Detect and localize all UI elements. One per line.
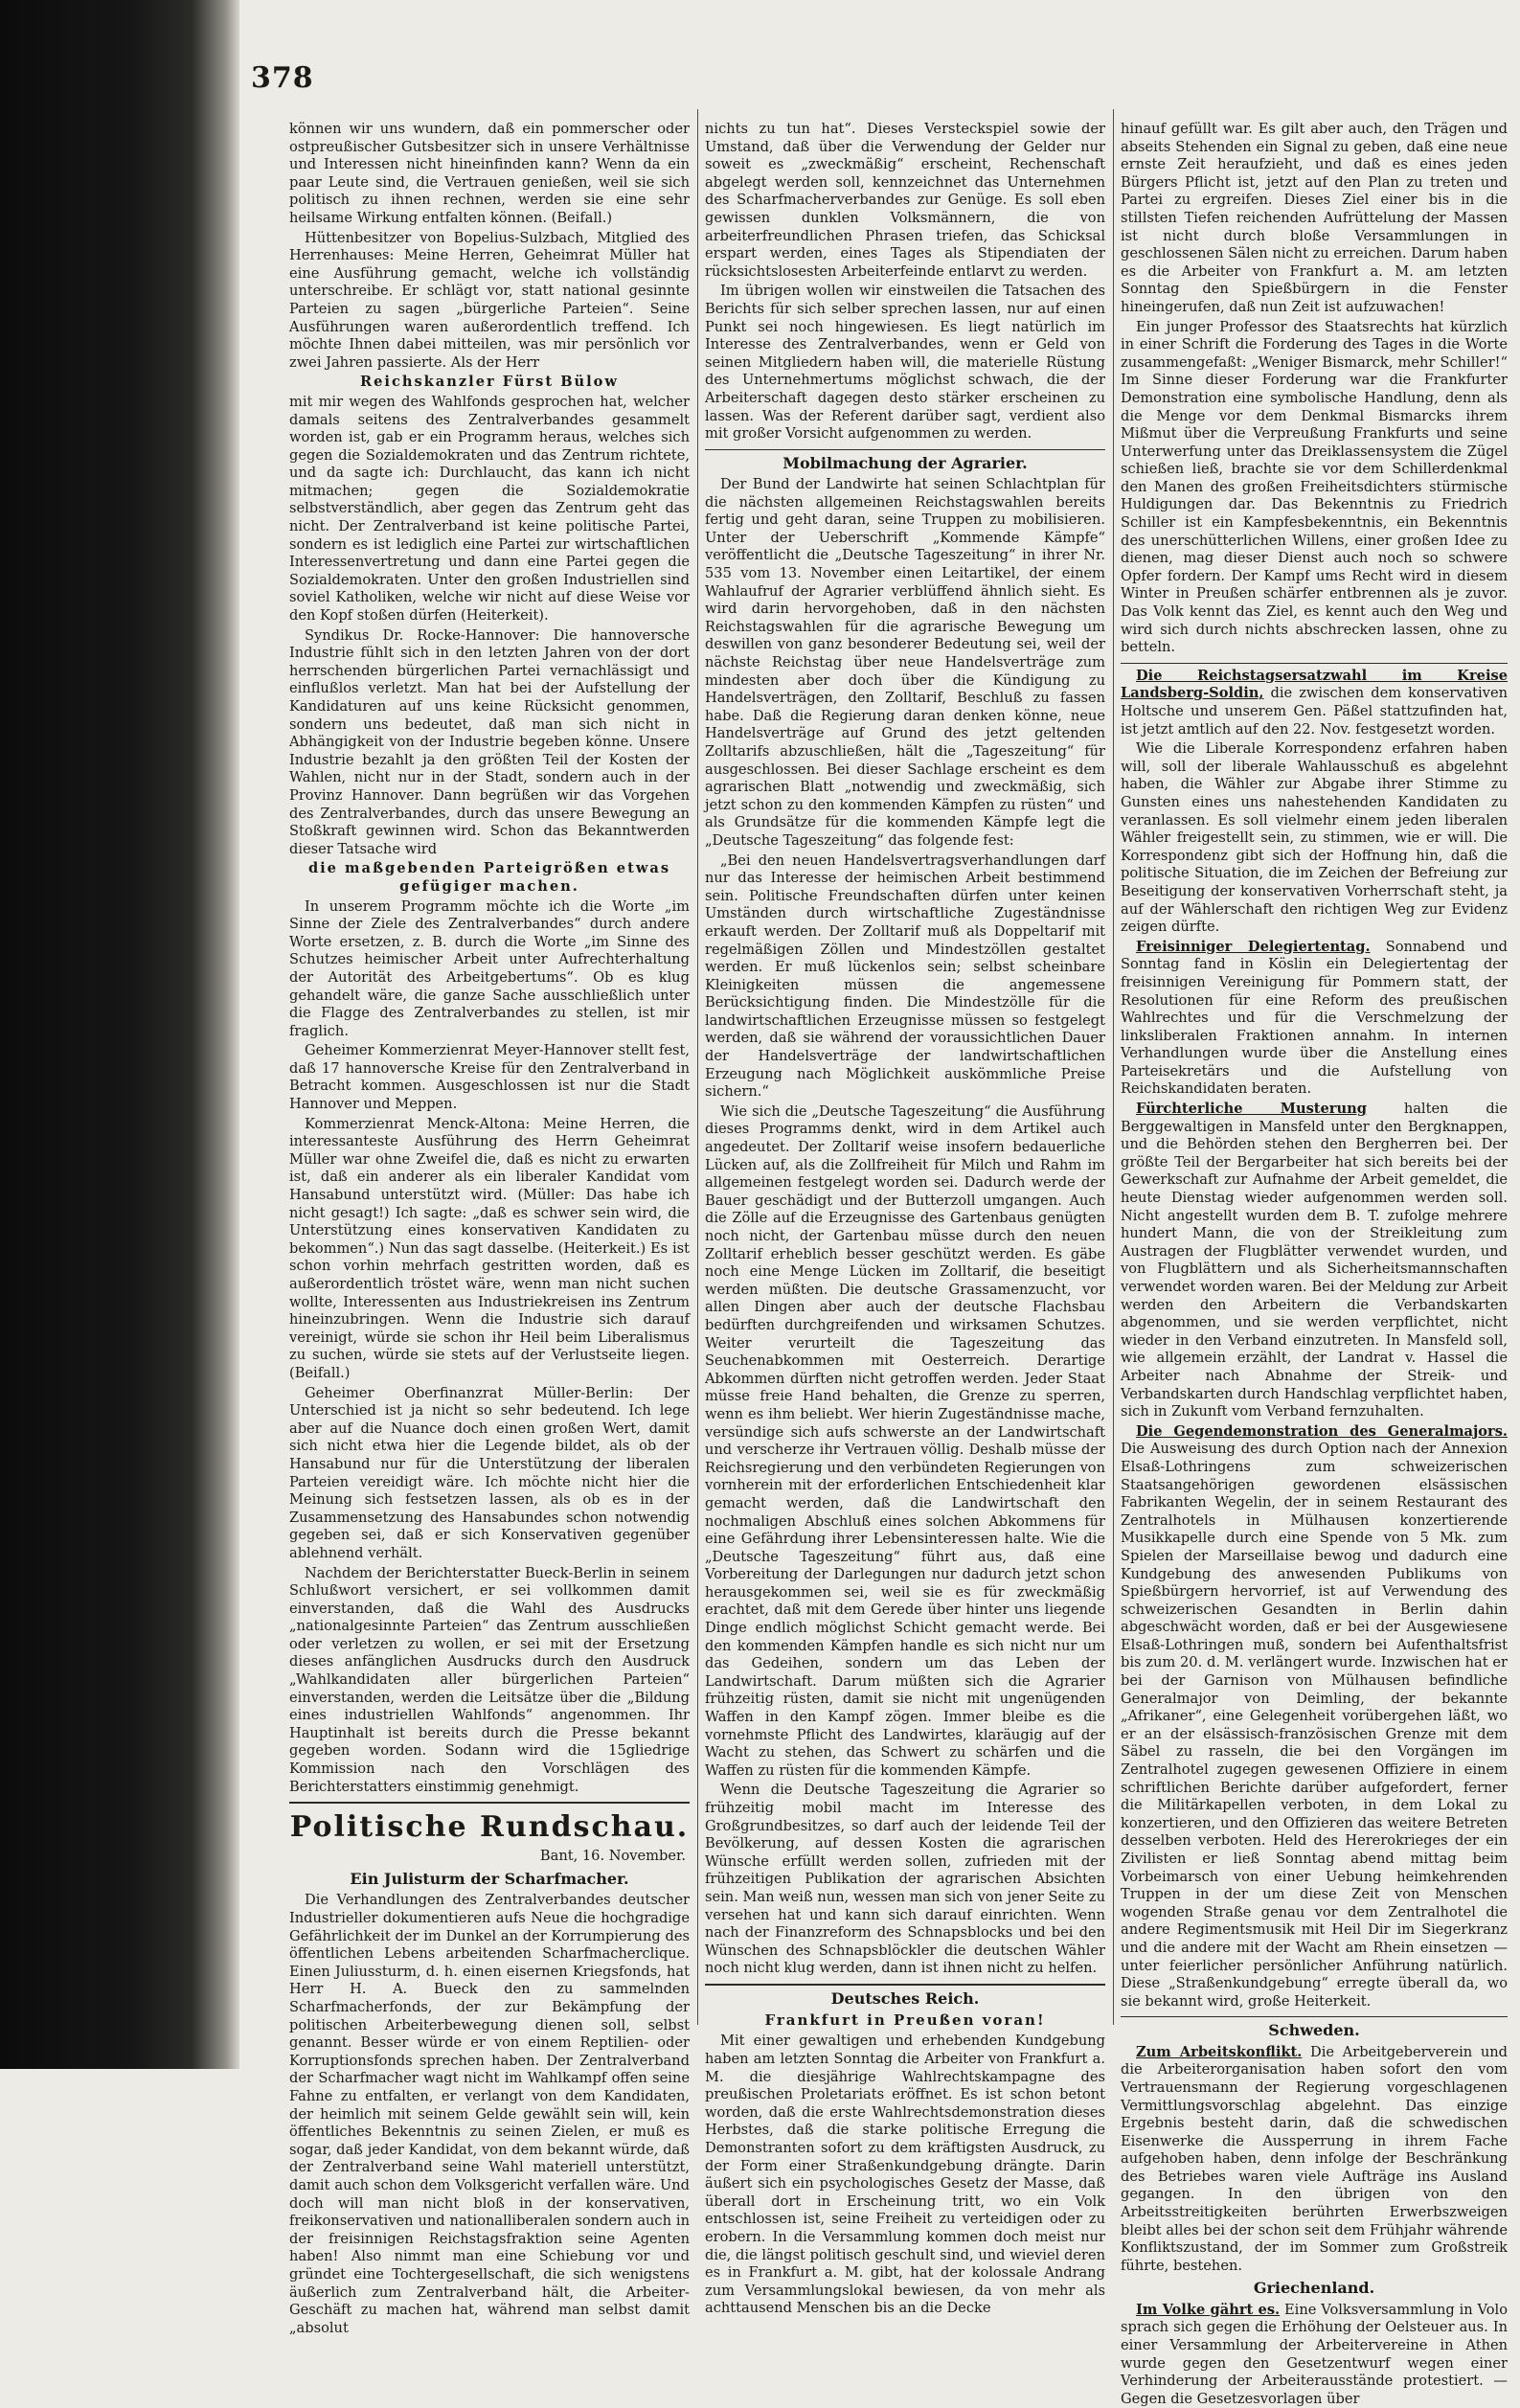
news-item xyxy=(1121,1423,1508,2011)
news-item-head: Zum Arbeitskonflikt. xyxy=(1136,2043,1303,2060)
news-item xyxy=(1121,1101,1508,1421)
section-divider xyxy=(289,1802,690,1804)
news-item-head: Die Gegendemonstration des Generalmajors. xyxy=(1136,1422,1508,1440)
paragraph: Im übrigen wollen wir einstweilen die Tatsachen des Berichts für sich selber sprechen lassen, nur auf einen Punkt sei noch hingewiesen. Es liegt natürlich im Interesse des Zentralverbandes, wenn er Geld von seinen Mitgliedern haben will, die materielle Rüstung des Unternehmertums möglichst schwach, die der Arbeiterschaft dagegen desto stärker erscheinen zu lassen. Was der Referent darüber sagt, verdient also mit großer Vorsicht aufgenommen zu werden. xyxy=(705,283,1105,443)
scan-dark-margin xyxy=(0,0,239,2069)
article-title: Mobilmachung der Agrarier. xyxy=(783,453,1028,472)
news-item-text: Die Arbeitgeberverein und die Arbeiterorganisation haben sofort den vom Vertrauensmann der Regierung vorgeschlagenen Vermittlungsvorschlag abgelehnt. Das einzige Ergebnis besteht darin, daß die schwedischen Eisenwerke die Aussperrung in ihrem Fache aufgehoben haben, denn infolge der Beschränkung des Betriebes waren viele Aufträge ins Ausland gegangen. In den übrigen von den Arbeitsstreitigkeiten berührten Erwerbszweigen bleibt alles bei der schon seit dem Frühjahr währende Konfliktszustand, der im Sommer zum Großstreik führte, bestehen. xyxy=(1121,2043,1508,2274)
emphasis-line: die maßgebenden Parteigrößen etwas gefügiger machen. xyxy=(307,860,671,895)
news-item xyxy=(1121,668,1508,738)
paragraph: In unserem Programm möchte ich die Worte „im Sinne der Ziele des Zentralverbandes“ durch andere Worte ersetzen, z. B. durch die Worte „im Sinne des Schutzes heimischer Arbeit unter Aufrechterhaltung der Autorität des Arbeitgebertums“. Ob es klug gehandelt wäre, die ganze Sache ausschließlich unter die Flagge des Zentralverbandes zu stellen, ist mir fraglich. xyxy=(289,897,690,1039)
news-item-text: Eine Volksversammlung in Volo sprach sich gegen die Erhöhung der Oelsteuer aus. In einer Versammlung der Arbeitervereine in Athen wurde gegen den Gesetzentwurf wegen einer Verhinderung der Arbeiterausstände protestiert. — Gegen die Gesetzesvorlagen über xyxy=(1121,2301,1508,2407)
paragraph: können wir uns wundern, daß ein pommerscher oder ostpreußischer Gutsbesitzer sich in unsere Verhältnisse und Interessen nicht hineinfinden kann? Wenn da ein paar Leute sind, die Vertrauen genießen, weil sie sich politisch zu ihnen rechnen, werden sie eine sehr heilsame Wirkung entfalten können. (Beifall.) xyxy=(289,121,690,226)
article-title: Ein Julisturm der Scharfmacher. xyxy=(350,1870,629,1889)
article-title: Frankfurt in Preußen voran! xyxy=(764,2011,1046,2030)
section-divider xyxy=(705,1984,1105,1986)
column-1 xyxy=(289,121,690,2336)
paragraph: Wie die Liberale Korrespondenz erfahren haben will, soll der liberale Wahlausschuß es abgelehnt haben, die Wähler zur Abgabe ihrer Stimme zu Gunsten eines uns nahestehenden Kandidaten zu veranlassen. Es soll vielmehr einem jeden liberalen Wähler freigestellt sein, zu stimmen, wie er will. Die Korrespondenz gibt sich der Hoffnung hin, daß die politische Situation, die im Zeichen der Befreiung zur Beseitigung der konservativen Vorherrschaft steht, ja auf der Wählerschaft den richtigen Weg zur Evidenz zeigen dürfte. xyxy=(1121,740,1508,936)
paragraph: Geheimer Kommerzienrat Meyer-Hannover stellt fest, daß 17 hannoversche Kreise für den Zentralverband in Betracht kommen. Ausgeschlossen ist nur die Stadt Hannover und Meppen. xyxy=(289,1042,690,1113)
paragraph: Ein junger Professor des Staatsrechts hat kürzlich in einer Schrift die Forderung des Tages in die Worte zusammengefaßt: „Weniger Bismarck, mehr Schiller!“ Im Sinne dieser Forderung war die Frankfurter Demonstration eine symbolische Handlung, denn als die Menge vor dem Denkmal Bismarcks ihrem Mißmut über die Verpreußung Frankfurts und seine Unterwerfung unter das Dreiklassensystem die Zügel schießen ließ, brachte sie vor dem Schillerdenkmal den Manen des großen Freiheitsdichters stürmische Huldigungen dar. Das Bekenntnis zu Friedrich Schiller ist ein Kampfesbekenntnis, ein Bekenntnis des unerschütterlichen Willens, einer großen Idee zu dienen, mag dieser Dienst auch noch so schwere Opfer fordern. Der Kampf ums Recht wird in diesem Winter in Preußen schärfer entbrennen als je zuvor. Das Volk kennt das Ziel, es kennt auch den Weg und wird sich durch nichts abschrecken lassen, ohne zu betteln. xyxy=(1121,318,1508,656)
paragraph: Geheimer Oberfinanzrat Müller-Berlin: Der Unterschied ist ja nicht so sehr bedeutend. Ich lege aber auf die Nuance doch einen großen Wert, damit sich nicht etwa hier die Legende bildet, als ob der Hansabund nur für die Unterstützung der liberalen Parteien vereidigt wäre. Ich möchte nicht hier die Meinung sich festsetzen lassen, als ob es in der Zusammensetzung des Hansabundes schon notwendig gegeben sei, daß er sich Konservativen gegenüber ablehnend verhält. xyxy=(289,1384,690,1561)
column-3 xyxy=(1121,121,1509,2407)
news-item-head: Fürchterliche Musterung xyxy=(1136,1101,1367,1118)
news-item xyxy=(1121,2302,1508,2408)
paragraph: Der Bund der Landwirte hat seinen Schlachtplan für die nächsten allgemeinen Reichstagswahlen bereits fertig und geht daran, seine Truppen zu mobilisieren. Unter der Ueberschrift „Kommende Kämpfe“ veröffentlicht die „Deutsche Tageszeitung“ in ihrer Nr. 535 vom 13. November einen Leitartikel, der einem Wahlaufruf der Agrarier verblüffend ähnlich sieht. Es wird darin hervorgehoben, daß in den nächsten Reichstagswahlen für die agrarische Bewegung um deswillen von ganz besonderer Bedeutung sei, weil der nächste Reichstag über neue Handelsverträge zum mindesten aber doch über die Kündigung zu Handelsverträgen, den Zolltarif, Beschluß zu fassen habe. Daß die Regierung daran denken könne, neue Handelsverträge auf Grund des jetzt geltenden Zolltarifs abzuschließen, hält die „Tageszeitung“ für ausgeschlossen. Bei dieser Sachlage erscheint es dem agrarischen Blatt „notwendig und zweckmäßig, sich jetzt schon zu den kommenden Kämpfen zu rüsten“ und als Grundsätze für die kommenden Kämpfe legt die „Deutsche Tageszeitung“ das folgende fest: xyxy=(705,476,1105,849)
paragraph: Syndikus Dr. Rocke-Hannover: Die hannoversche Industrie fühlt sich in den letzten Jahren von der dort herrschenden bürgerlichen Partei vernachlässigt und einflußlos verletzt. Man hat bei der Aufstellung der Kandidaturen auf uns keine Rücksicht genommen, sondern uns bedeutet, daß man sich nicht in Abhängigkeit von der Industrie begeben könne. Unsere Industrie bezahlt ja den größten Teil der Kosten der Wahlen, nicht nur in der Stadt, sondern auch in der Provinz Hannover. Dann begrüßen wir das Vorgehen des Zentralverbandes, durch das unsere Bewegung an Stoßkraft gewinnen wird. Schon das Bekanntwerden dieser Tatsache wird xyxy=(289,626,690,857)
paragraph: Nachdem der Berichterstatter Bueck-Berlin in seinem Schlußwort versichert, er sei vollkommen damit einverstanden, daß die Wahl des Ausdrucks „nationalgesinnte Parteien“ das Zentrum ausschließen oder verletzen zu wollen, er sei mit der Ersetzung dieses anfänglichen Ausdrucks durch den Ausdruck „Wahlkandidaten aller bürgerlichen Parteien“ einverstanden, werden die Leitsätze über die „Bildung eines industriellen Wahlfonds“ angenommen. Ihr Hauptinhalt ist bereits durch die Presse bekannt gegeben worden. Sodann wird die 15gliedrige Kommission nach den Vorschlägen des Berichterstatters einstimmig genehmigt. xyxy=(289,1564,690,1795)
paragraph: Die Verhandlungen des Zentralverbandes deutscher Industrieller dokumentieren aufs Neue die hochgradige Gefährlichkeit der im Dunkel an der Korrumpierung des öffentlichen Lebens arbeitenden Scharfmacherclique. Einen Juliussturm, d. h. einen eisernen Kriegsfonds, hat Herr H. A. Bueck den zu sammelnden Scharfmacherfonds, der zur Bekämpfung der politischen Arbeiterbewegung dienen soll, selbst genannt. Besser würde er von einem Reptilien- oder Korruptionsfonds sprechen haben. Der Zentralverband der Scharfmacher wagt nicht im Wahlkampf offen seine Fahne zu entfalten, er verlangt von dem Kandidaten, der heimlich mit seinem Gelde gewählt sein will, kein öffentliches Bekenntnis zu seinen Zielen, er muß es sogar, daß jeder Kandidat, von dem bekannt würde, daß der Zentralverband seine Wahl materiell unterstützt, damit auch schon dem Volksgericht verfallen wäre. Und doch will man nicht bloß in der konservativen, freikonservativen und nationalliberalen sondern auch in der freisinnigen Reichstagsfraktion seine Agenten haben! Also nimmt man eine Schiebung vor und gründet eine Tochtergesellschaft, die sich wenigstens äußerlich zum Zentralverband hält, die Arbeiter-Geschäft zu machen hat, während man selbst damit „absolut xyxy=(289,1892,690,2336)
column-2 xyxy=(705,121,1105,2317)
news-item-text: Die Ausweisung des durch Option nach der Annexion Elsaß-Lothringens zum schweizerischen Staatsangehörigen gewordenen elsässischen Fabrikanten Wegelin, der in seinem Restaurant des Zentralhotels in Mülhausen konzertierende Musikkapelle durch eine Spende von 5 Mk. zum Spielen der Marseillaise bewog und dadurch eine Kundgebung des anwesenden Publikums von Spießbürgern hervorrief, ist auf Verwendung des schweizerischen Gesandten in Berlin dahin abgeschwächt worden, daß er bei der Ausgewiesene Elsaß-Lothringen muß, sondern bei Aufenthaltsfrist bis zum 20. d. M. verlängert wurde. Inzwischen hat er bei der Garnison von Mülhausen befindliche Generalmajor von Deimling, der bekannte „Afrikaner“, eine Gelegenheit vorübergehen läßt, wo er an der elsässisch-französischen Grenze mit dem Säbel zu rasseln, die bei den Vorgängen im Zentralhotel zugegen gewesenen Offiziere in einem schriftlichen Berichte darüber aufgefordert, ferner die Militärkapellen verboten, in dem Lokal zu konzertieren, und den Offizieren das weitere Betreten desselben verboten. Held des Hererokrieges der ein Zivilisten er ließ Sonntag abend mittag beim Vorbeimarsch von einer Uebung heimkehrenden Truppen in der um diese Zeit von Menschen wogenden Straße genau vor dem Zentralhotel die andere Regimentsmusik mit Heil Dir im Siegerkranz und die andere mit der Wacht am Rhein einsetzen — unter feierlicher persönlicher Anführung natürlich. Diese „Straßenkundgebung“ erregte überall da, wo sie bekannt wird, große Heiterkeit. xyxy=(1121,1441,1508,2010)
section-divider xyxy=(1121,2016,1508,2017)
article-divider xyxy=(705,449,1105,450)
news-item-text: halten die Berggewaltigen in Mansfeld unter den Bergknappen, und die Behörden stehen den Bergherren bei. Der größte Teil der Bergarbeiter hat sich bereits bei der Gewerkschaft zur Aufnahme der Arbeit gemeldet, die heute Dienstag wieder aufgenommen werden soll. Nicht angestellt wurden dem B. T. zufolge mehrere hundert Mann, die von der Streikleitung zum Austragen der Flugblätter verwendet wurden, und von Flugblättern und als Sicherheitsmannschaften verwendet worden waren. Bei der Meldung zur Arbeit werden den Arbeitern die Verbandskarten abgenommen, und sie werden verpflichtet, nicht wieder in den Verband einzutreten. In Mansfeld soll, wie allgemein erzählt, der Landrat v. Hassel die Arbeiter nach Abnahme der Streik- und Verbandskarten durch Handschlag verpflichtet haben, sich in Zukunft vom Verband fernzuhalten. xyxy=(1121,1101,1509,1420)
paragraph: nichts zu tun hat“. Dieses Versteckspiel sowie der Umstand, daß über die Verwendung der Gelder nur soweit es „zweckmäßig“ erscheint, Rechenschaft abgelegt werden soll, kennzeichnet das Unternehmen des Scharfmacherverbandes zur Genüge. Es soll eben gewissen dunklen Volksmännern, die von arbeiterfreundlichen Phrasen triefen, das Schicksal erspart werden, eines Tages als Stipendiaten der rücksichtslosesten Arbeiterfeinde entlarvt zu werden. xyxy=(705,121,1105,280)
news-item xyxy=(1121,939,1508,1099)
section-heading: Griechenland. xyxy=(1253,2279,1375,2298)
news-item-head: Freisinniger Delegiertentag. xyxy=(1136,938,1371,955)
paragraph: hinauf gefüllt war. Es gilt aber auch, den Trägen und abseits Stehenden ein Signal zu geben, daß eine neue ernste Zeit heraufzieht, und daß es eines jeden Bürgers Pflicht ist, jetzt auf den Plan zu treten und Partei zu ergreifen. Dieses Ziel einer bis in die stillsten Tiefen reichenden Aufrüttelung der Massen ist nicht durch bloße Versammlungen in geschlossenen Sälen nicht zu erreichen. Darum haben es die Arbeiter von Frankfurt a. M. am letzten Sonntag den Spießbürgern in die Fenster hineingerufen, daß nun Zeit ist aufzuwachen! xyxy=(1121,121,1508,315)
section-title: Politische Rundschau. xyxy=(289,1810,690,1845)
page-number: 378 xyxy=(251,61,314,95)
news-item xyxy=(1121,2044,1508,2276)
news-item-head: Im Volke gährt es. xyxy=(1136,2301,1281,2318)
news-item-head: Die Reichstagsersatzwahl im Kreise Landsberg-Soldin, xyxy=(1121,667,1508,702)
column-rule-1 xyxy=(697,109,698,2025)
news-item-text: die zwischen dem konservativen Holtsche und unserem Gen. Päßel stattzufinden hat, ist jetzt amtlich auf den 22. Nov. festgesetzt worden. xyxy=(1121,685,1508,738)
column-rule-2 xyxy=(1113,109,1114,2025)
section-heading: Deutsches Reich. xyxy=(830,1988,980,2008)
newspaper-page xyxy=(251,61,1509,2407)
dateline: Bant, 16. November. xyxy=(539,1848,686,1865)
paragraph: Mit einer gewaltigen und erhebenden Kundgebung haben am letzten Sonntag die Arbeiter von Frankfurt a. M. die diesjährige Wahlrechtskampagne des preußischen Proletariats eröffnet. Es ist schon betont worden, daß die erste Wahlrechtsdemonstration dieses Herbstes, daß die starke politische Erregung die Demonstranten sofort zu dem kräftigsten Ausdruck, zu der Form einer Straßenkundgebung drängte. Darin äußert sich ein psychologisches Gesetz der Masse, daß überall dort in Erscheinung tritt, wo ein Volk entschlossen ist, seine Freiheit zu verteidigen oder zu erobern. In die Versammlung kommen doch meist nur die, die längst politisch geschult sind, und wieviel deren es in Frankfurt a. M. gibt, hat der kolossale Andrang zum Versammlungslokal bewiesen, da von mehr als achttausend Menschen bis an die Decke xyxy=(705,2033,1105,2317)
paragraph: Hüttenbesitzer von Bopelius-Sulzbach, Mitglied des Herrenhauses: Meine Herren, Geheimrat Müller hat eine Ausführung gemacht, welche ich vollständig unterschreibe. Er schlägt vor, statt national gesinnte Parteien zu sagen „bürgerliche Parteien“. Seine Ausführungen waren außerordentlich treffend. Ich möchte Ihnen dabei mitteilen, was mir persönlich vor zwei Jahren passierte. Als der Herr xyxy=(289,229,690,371)
emphasis-line: Reichskanzler Fürst Bülow xyxy=(360,374,619,391)
news-item-text: Sonnabend und Sonntag fand in Köslin ein Delegiertentag der freisinnigen Vereinigung für Pommern statt, der Resolutionen für eine Reform des preußischen Wahlrechtes und für die Verschmelzung der linksliberalen Fraktionen annahm. In internen Verhandlungen wurde über die Anstellung eines Parteisekretärs und die Aufstellung von Reichskandidaten beraten. xyxy=(1121,938,1509,1098)
paragraph: mit mir wegen des Wahlfonds gesprochen hat, welcher damals seitens des Zentralverbandes gesammelt worden ist, gab er ein Programm heraus, welches sich gegen die Sozialdemokraten und das Zentrum richtete, und da sagte ich: Durchlaucht, das kann ich nicht mitmachen; gegen die Sozialdemokratie selbstverständlich, aber gegen das Zentrum geht das nicht. Der Zentralverband ist keine politische Partei, sondern es ist lediglich eine Partei zur wirtschaftlichen Interessenvertretung und dann eine Partei gegen die Sozialdemokraten. Unter den großen Industriellen sind soviel Katholiken, welche wir nicht auf diese Weise vor den Kopf stoßen dürfen (Heiterkeit). xyxy=(289,393,690,625)
article-divider xyxy=(1121,663,1508,664)
paragraph: Kommerzienrat Menck-Altona: Meine Herren, die interessanteste Ausführung des Herrn Geheimrat Müller war ohne Zweifel die, daß es nicht zu erwarten ist, daß ein anderer als ein liberaler Kandidat vom Hansabund unterstützt wird. (Müller: Das habe ich nicht gesagt!) Ich sagte: „daß es schwer sein wird, die Unterstützung eines konservativen Kandidaten zu bekommen“.) Nun das sagt dasselbe. (Heiterkeit.) Es ist schon vorhin mehrfach gestritten worden, daß es außerordentlich tröstet wäre, wenn man nicht suchen wollte, Interessenten aus Industriekreisen ins Zentrum hineinzubringen. Wenn die Industrie sich darauf vereinigt, würde sie schon ihr Heil beim Liberalismus zu suchen, würde sie stets auf der Verlustseite liegen. (Beifall.) xyxy=(289,1115,690,1381)
quote-paragraph: „Bei den neuen Handelsvertragsverhandlungen darf nur das Interesse der heimischen Arbeit bestimmend sein. Politische Freundschaften dürfen unter keinen Umständen durch wirtschaftliche Zugeständnisse erkauft werden. Der Zolltarif muß als Doppeltarif mit regelmäßigen Zöllen und Mindestzöllen gestaltet werden. Er muß lückenlos sein; selbst scheinbare Kleinigkeiten müssen die angemessene Berücksichtigung finden. Die Mindestzölle für die landwirtschaftlichen Erzeugnisse müssen so festgelegt werden, daß sie während der voraussichtlichen Dauer der Handelsverträge der landwirtschaftlichen Erzeugung nach Möglichkeit auskömmliche Preise sichern.“ xyxy=(705,852,1105,1101)
section-heading: Schweden. xyxy=(1268,2021,1360,2040)
paragraph: Wie sich die „Deutsche Tageszeitung“ die Ausführung dieses Programms denkt, wird in dem Artikel auch angedeutet. Der Zolltarif weise insofern bedauerliche Lücken auf, als die Zollfreiheit für Milch und Rahm im allgemeinen festgelegt worden sei. Dadurch werde der Bauer geschädigt und der Butterzoll umgangen. Auch die Zölle auf die Erzeugnisse des Gartenbaus genügten noch nicht, der Gartenbau müsse durch den neuen Zolltarif erheblich besser geschützt werden. Es gäbe noch eine Menge Lücken im Zolltarif, die beseitigt werden müßten. Die deutsche Grassamenzucht, vor allen Dingen aber auch der deutsche Flachsbau bedürften durchgreifenden und wirksamen Schutzes. Weiter verurteilt die Tageszeitung das Seuchenabkommen mit Oesterreich. Derartige Abkommen dürften nicht getroffen werden. Jeder Staat müsse freie Hand behalten, die Grenze zu sperren, wenn es ihm beliebt. Wer hierin Zugeständnisse mache, versündige sich aufs schwerste an der Landwirtschaft und verscherze ihr Vertrauen völlig. Deshalb müsse der Reichsregierung und den verbündeten Regierungen von vornherein mit der erforderlichen Entschiedenheit klar gemacht werden, daß die Landwirtschaft den nochmaligen Abschluß eines solchen Abkommens für eine Gefährdung ihrer Lebensinteressen halte. Wie die „Deutsche Tageszeitung“ führt aus, daß eine Vorbereitung der Darlegungen nur dadurch jetzt schon herausgekommen sei, weil sie es für zweckmäßig erachtet, daß mit dem Gerede über hinter uns liegende Dinge endlich möglichst Schicht gemacht werde. Bei den kommenden Kämpfen handle es sich nicht nur um das Gedeihen, sondern um das Leben der Landwirtschaft. Darum müßten sich die Agrarier frühzeitig rüsten, damit sie nicht mit ungenügenden Waffen in den Kampf zögen. Immer bleibe es die vornehmste Pflicht des Landwirtes, klaräugig auf der Wacht zu stehen, das Schwert zu schärfen und die Waffen zu rüsten für die kommenden Kämpfe. xyxy=(705,1102,1105,1779)
paragraph: Wenn die Deutsche Tageszeitung die Agrarier so frühzeitig mobil macht im Interesse des Großgrundbesitzes, so darf auch der leidende Teil der Bevölkerung, auf dessen Kosten die agrarischen Wünsche erfüllt werden sollen, zufrieden mit der frühzeitigen Publikation der agrarischen Absichten sein. Man weiß nun, wessen man sich von jener Seite zu versehen hat und kann sich darauf einrichten. Wenn nach der Finanzreform des Schnapsblocks und bei den Wünschen des Schnapsblöckler die deutschen Wähler noch nicht klug werden, dann ist ihnen nicht zu helfen. xyxy=(705,1782,1105,1977)
